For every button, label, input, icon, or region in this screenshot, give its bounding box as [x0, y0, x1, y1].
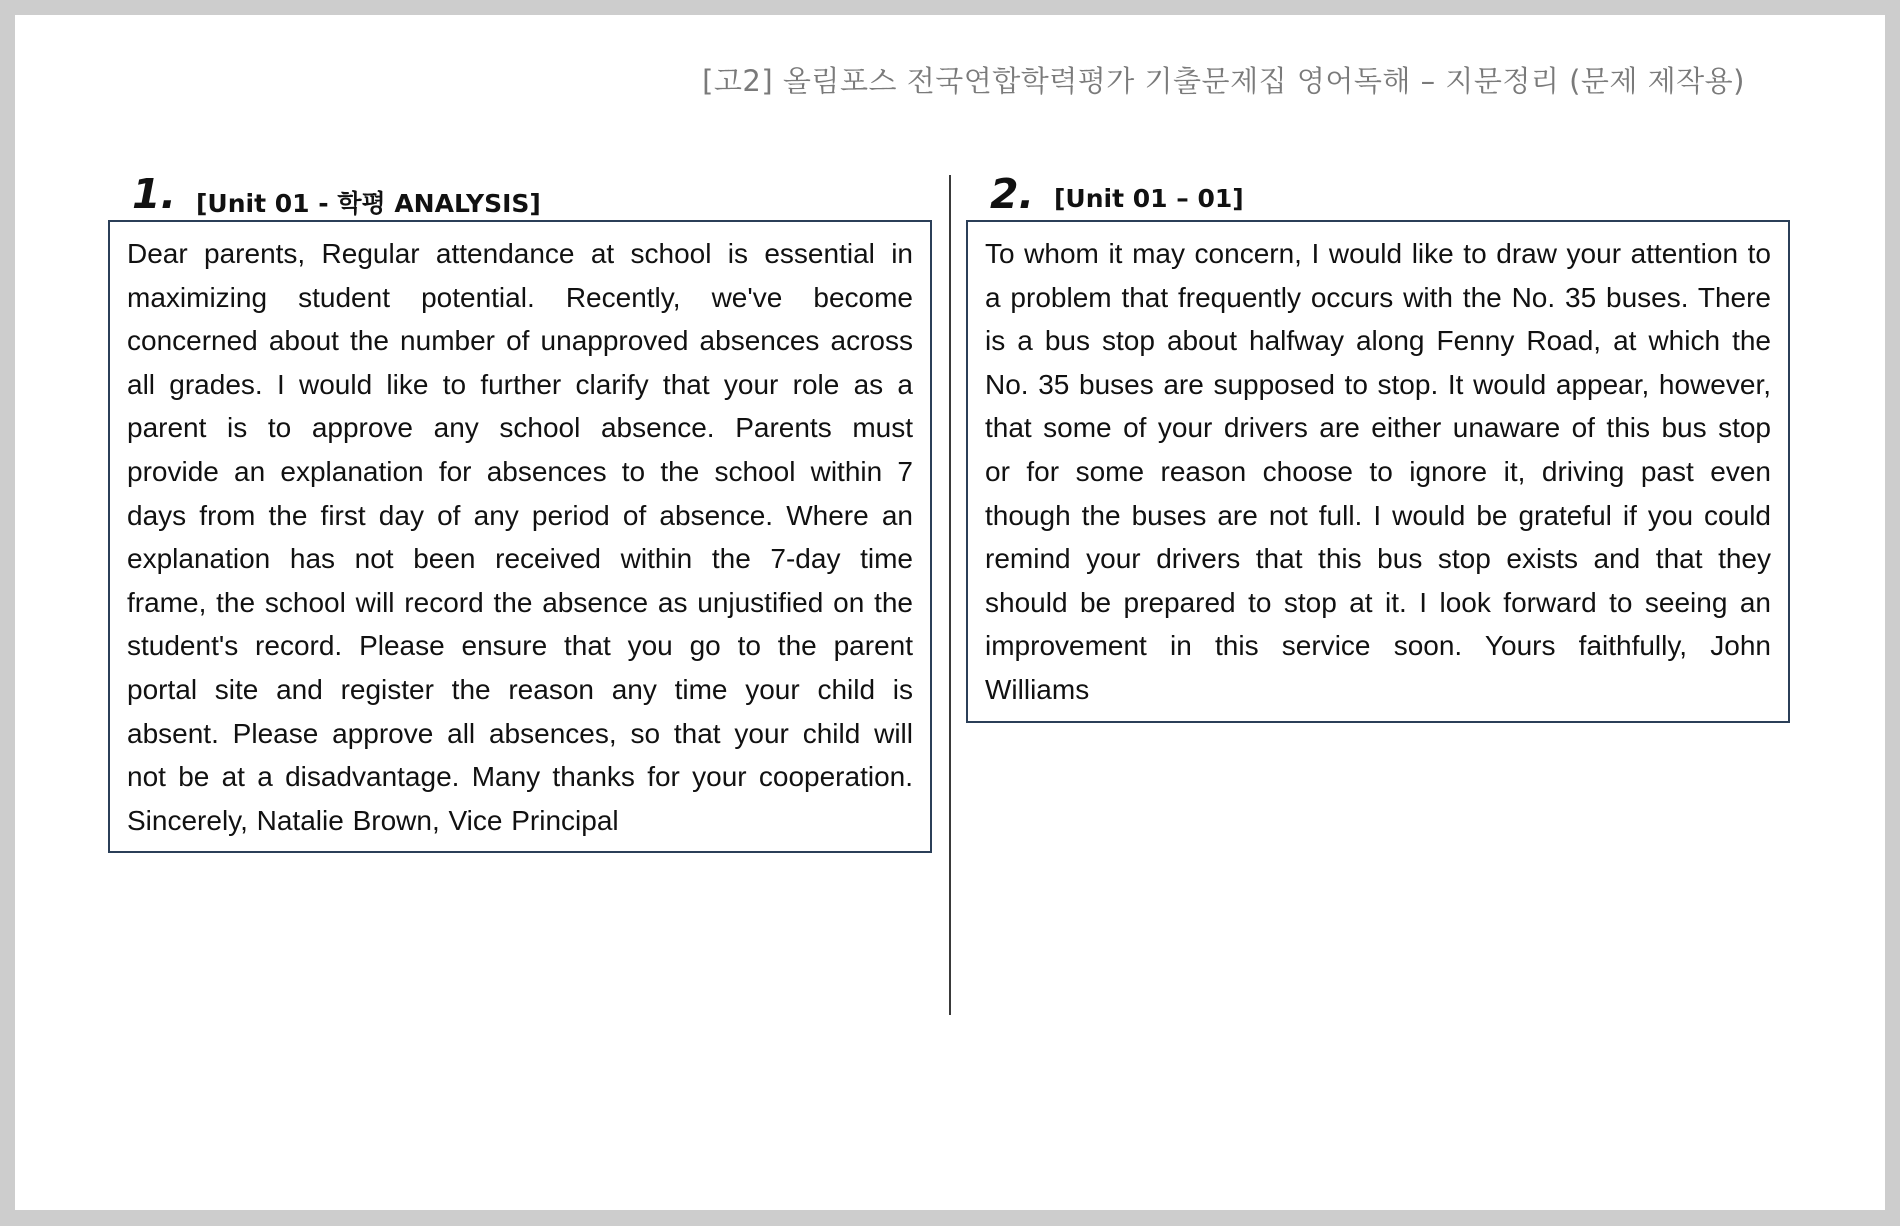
question-2-passage: To whom it may concern, I would like to draw your attention to a problem that frequently occurs with the No. 35 buses. There is a bus stop about halfway along Fenny Road, at which the No. 35 buses are supposed to stop. It would appear, however, that some of your drivers are either unaware of this bus stop or for some reason choose to ignore it, driving past even though the buses are not full. I would be grateful if you could remind your drivers that this bus stop exists and that they should be prepared to stop at it. I look forward to seeing an improvement in this service soon. Yours faithfully, John Williams [985, 238, 1771, 705]
question-1-label: [Unit 01 - 학평 ANALYSIS] [196, 189, 541, 218]
column-divider [949, 175, 951, 1015]
question-1-number: 1. [132, 170, 177, 218]
question-2-column [966, 170, 1790, 723]
document-header-title: [고2] 올림포스 전국연합학력평가 기출문제집 영어독해 – 지문정리 (문제 제작용) [702, 64, 1745, 98]
question-1-heading [108, 170, 932, 220]
document-page [15, 15, 1885, 1210]
question-1-column [108, 170, 932, 853]
question-1-passage: Dear parents, Regular attendance at school is essential in maximizing student potential. Recently, we've become concerned about the number of unapproved absences across all grades. I would like to further clarify that your role as a parent is to approve any school absence. Parents must provide an explanation for absences to the school within 7 days from the first day of any period of absence. Where an explanation has not been received within the 7-day time frame, the school will record the absence as unjustified on the student's record. Please ensure that you go to the parent portal site and register the reason any time your child is absent. Please approve all absences, so that your child will not be at a disadvantage. Many thanks for your cooperation. Sincerely, Natalie Brown, Vice Principal [127, 238, 913, 836]
question-2-label: [Unit 01 – 01] [1054, 184, 1244, 213]
question-2-number: 2. [990, 170, 1035, 218]
question-2-heading [966, 170, 1790, 220]
question-1-passage-box [108, 220, 932, 853]
question-2-passage-box [966, 220, 1790, 723]
